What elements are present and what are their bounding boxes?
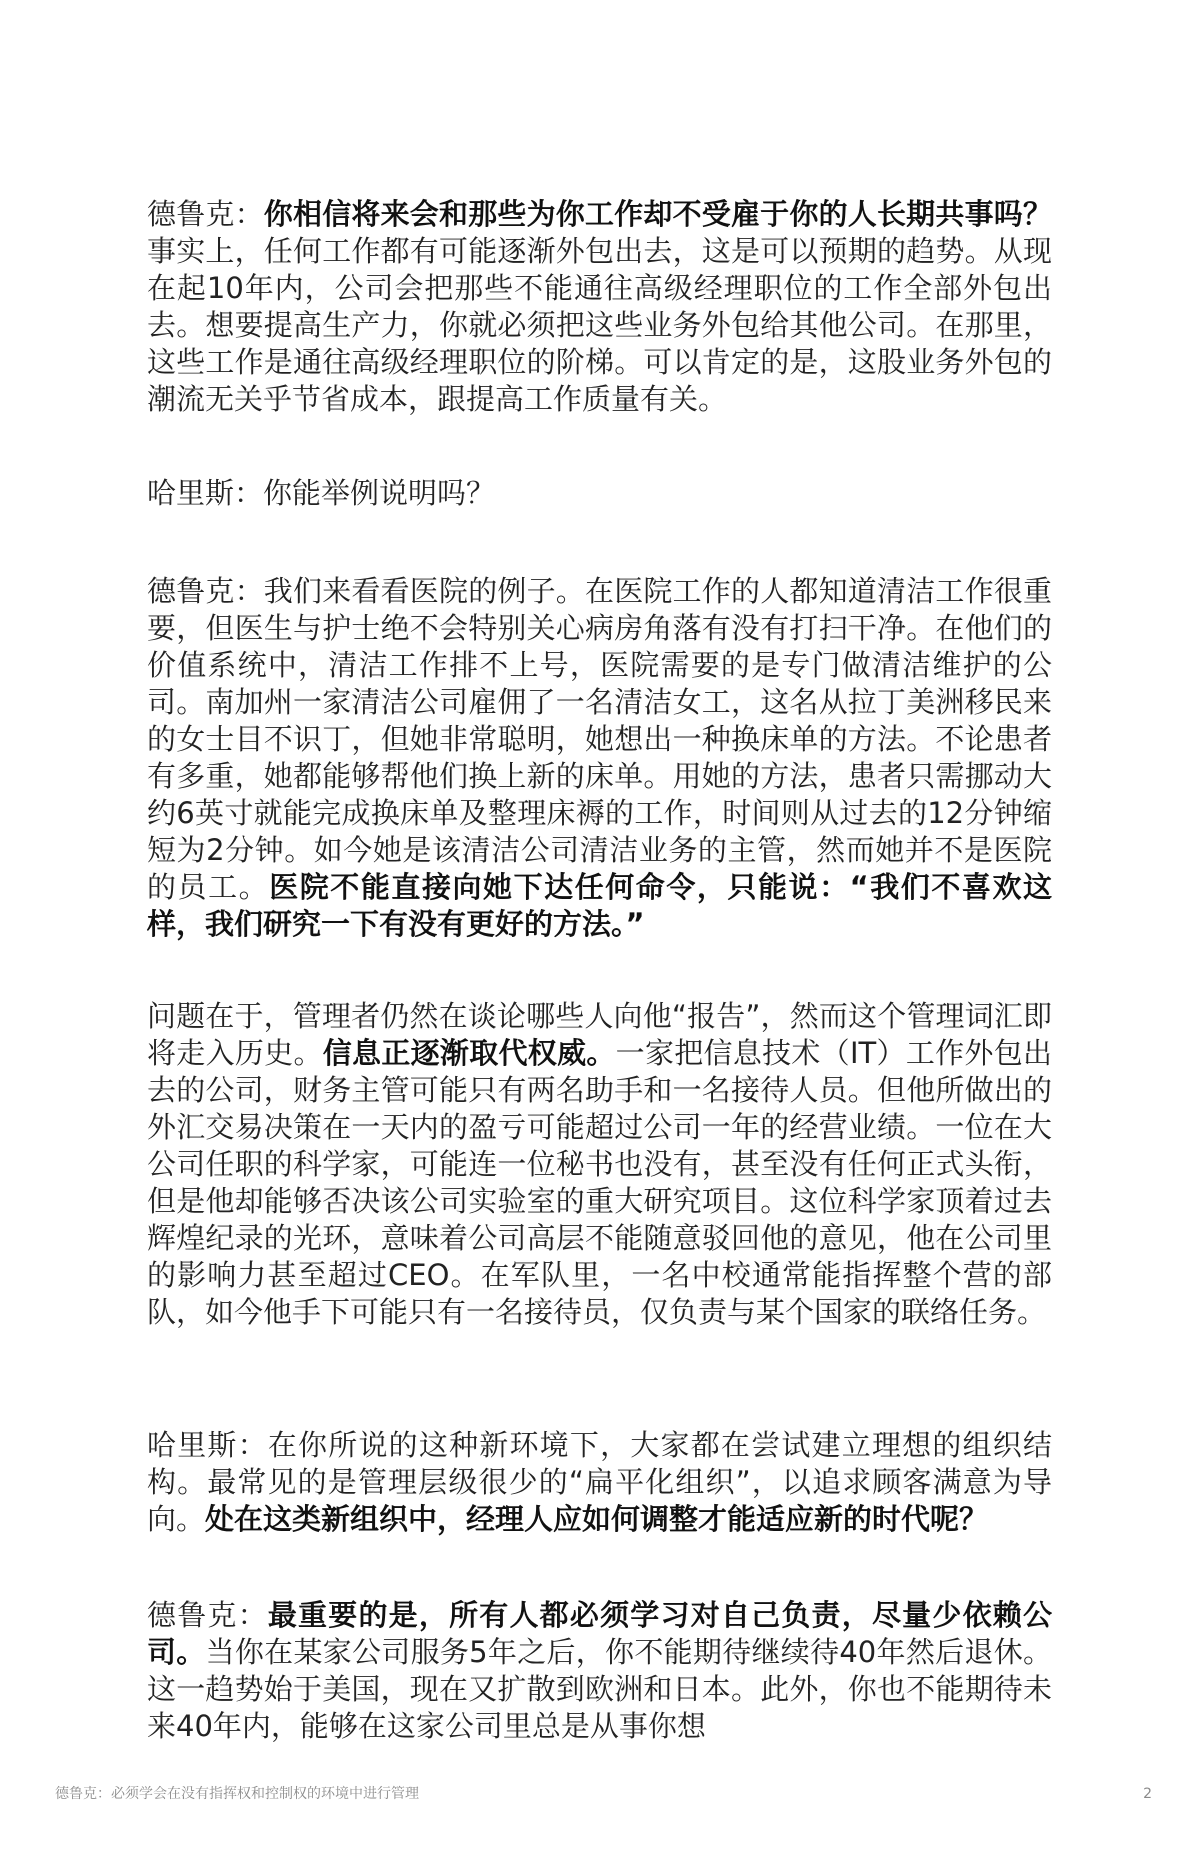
- paragraph-text: 问题在于，管理者仍然在谈论哪些人向他“报告”，然而这个管理词汇即将走入历史。: [147, 999, 1052, 1070]
- paragraph-drucker-hospital: [147, 573, 1052, 943]
- speaker-label: 德鲁克：: [147, 197, 264, 231]
- paragraph-text: 哈里斯：在你所说的这种新环境下，大家都在尝试建立理想的组织结构。最常见的是管理层级很少的“扁平化组织”，以追求顾客满意为导向。: [147, 1428, 1052, 1536]
- bold-emphasis: 信息正逐渐取代权威。: [322, 1036, 616, 1070]
- speaker-label: 德鲁克：: [147, 1598, 268, 1632]
- page-content: [0, 196, 1052, 1785]
- paragraph-text: 德鲁克：我们来看看医院的例子。在医院工作的人都知道清洁工作很重要，但医生与护士绝不会特别关心病房角落有没有打扫干净。在他们的价值系统中，清洁工作排不上号，医院需要的是专门做清洁维护的公司。南加州一家清洁公司雇佣了一名清洁女工，这名从拉丁美洲移民来的女士目不识丁，但她非常聪明，她想出一种换床单的方法。不论患者有多重，她都能够帮他们换上新的床单。用她的方法，患者只需挪动大约6英寸就能完成换床单及整理床褥的工作，时间则从过去的12分钟缩短为2分钟。如今她是该清洁公司清洁业务的主管，然而她并不是医院的员工。: [147, 574, 1052, 904]
- paragraph-text: 哈里斯：你能举例说明吗？: [147, 476, 496, 510]
- paragraph-text: 一家把信息技术（IT）工作外包出去的公司，财务主管可能只有两名助手和一名接待人员。但他所做出的外汇交易决策在一天内的盈亏可能超过公司一年的经营业绩。一位在大公司任职的科学家，可能连一位秘书也没有，甚至没有任何正式头衔，但是他却能够否决该公司实验室的重大研究项目。这位科学家顶着过去辉煌纪录的光环，意味着公司高层不能随意驳回他的意见，他在公司里的影响力甚至超过CEO。在军队里，一名中校通常能指挥整个营的部队，如今他手下可能只有一名接待员，仅负责与某个国家的联络任务。: [147, 1036, 1052, 1329]
- paragraph-harris-flat-org: [147, 1427, 1052, 1538]
- paragraph-text: 事实上，任何工作都有可能逐渐外包出去，这是可以预期的趋势。从现在起10年内，公司会把那些不能通往高级经理职位的工作全部外包出去。想要提高生产力，你就必须把这些业务外包给其他公司。在那里，这些工作是通往高级经理职位的阶梯。可以肯定的是，这股业务外包的潮流无关乎节省成本，跟提高工作质量有关。: [147, 234, 1052, 416]
- page-number: 2: [1143, 1786, 1152, 1802]
- paragraph-drucker-outsourcing: [147, 196, 1052, 418]
- paragraph-harris-question: [147, 475, 1052, 512]
- bold-emphasis: 最重要的是，所有人都必须学习对自己负责，尽量少依赖公司。: [147, 1598, 1052, 1669]
- footer-title: 德鲁克：必须学会在没有指挥权和控制权的环境中进行管理: [55, 1786, 419, 1802]
- paragraph-information-authority: [147, 998, 1052, 1331]
- paragraph-drucker-self-responsibility: [147, 1597, 1052, 1745]
- bold-emphasis: 医院不能直接向她下达任何命令，只能说：“我们不喜欢这样，我们研究一下有没有更好的方法。”: [147, 870, 1052, 941]
- page-footer: [0, 1785, 1200, 1851]
- paragraph-text: 当你在某家公司服务5年之后，你不能期待继续待40年然后退休。这一趋势始于美国，现在又扩散到欧洲和日本。此外，你也不能期待未来40年内，能够在这家公司里总是从事你想: [147, 1635, 1052, 1743]
- bold-question: 你相信将来会和那些为你工作却不受雇于你的人长期共事吗？: [263, 197, 1052, 231]
- bold-question: 处在这类新组织中，经理人应如何调整才能适应新的时代呢？: [205, 1502, 989, 1536]
